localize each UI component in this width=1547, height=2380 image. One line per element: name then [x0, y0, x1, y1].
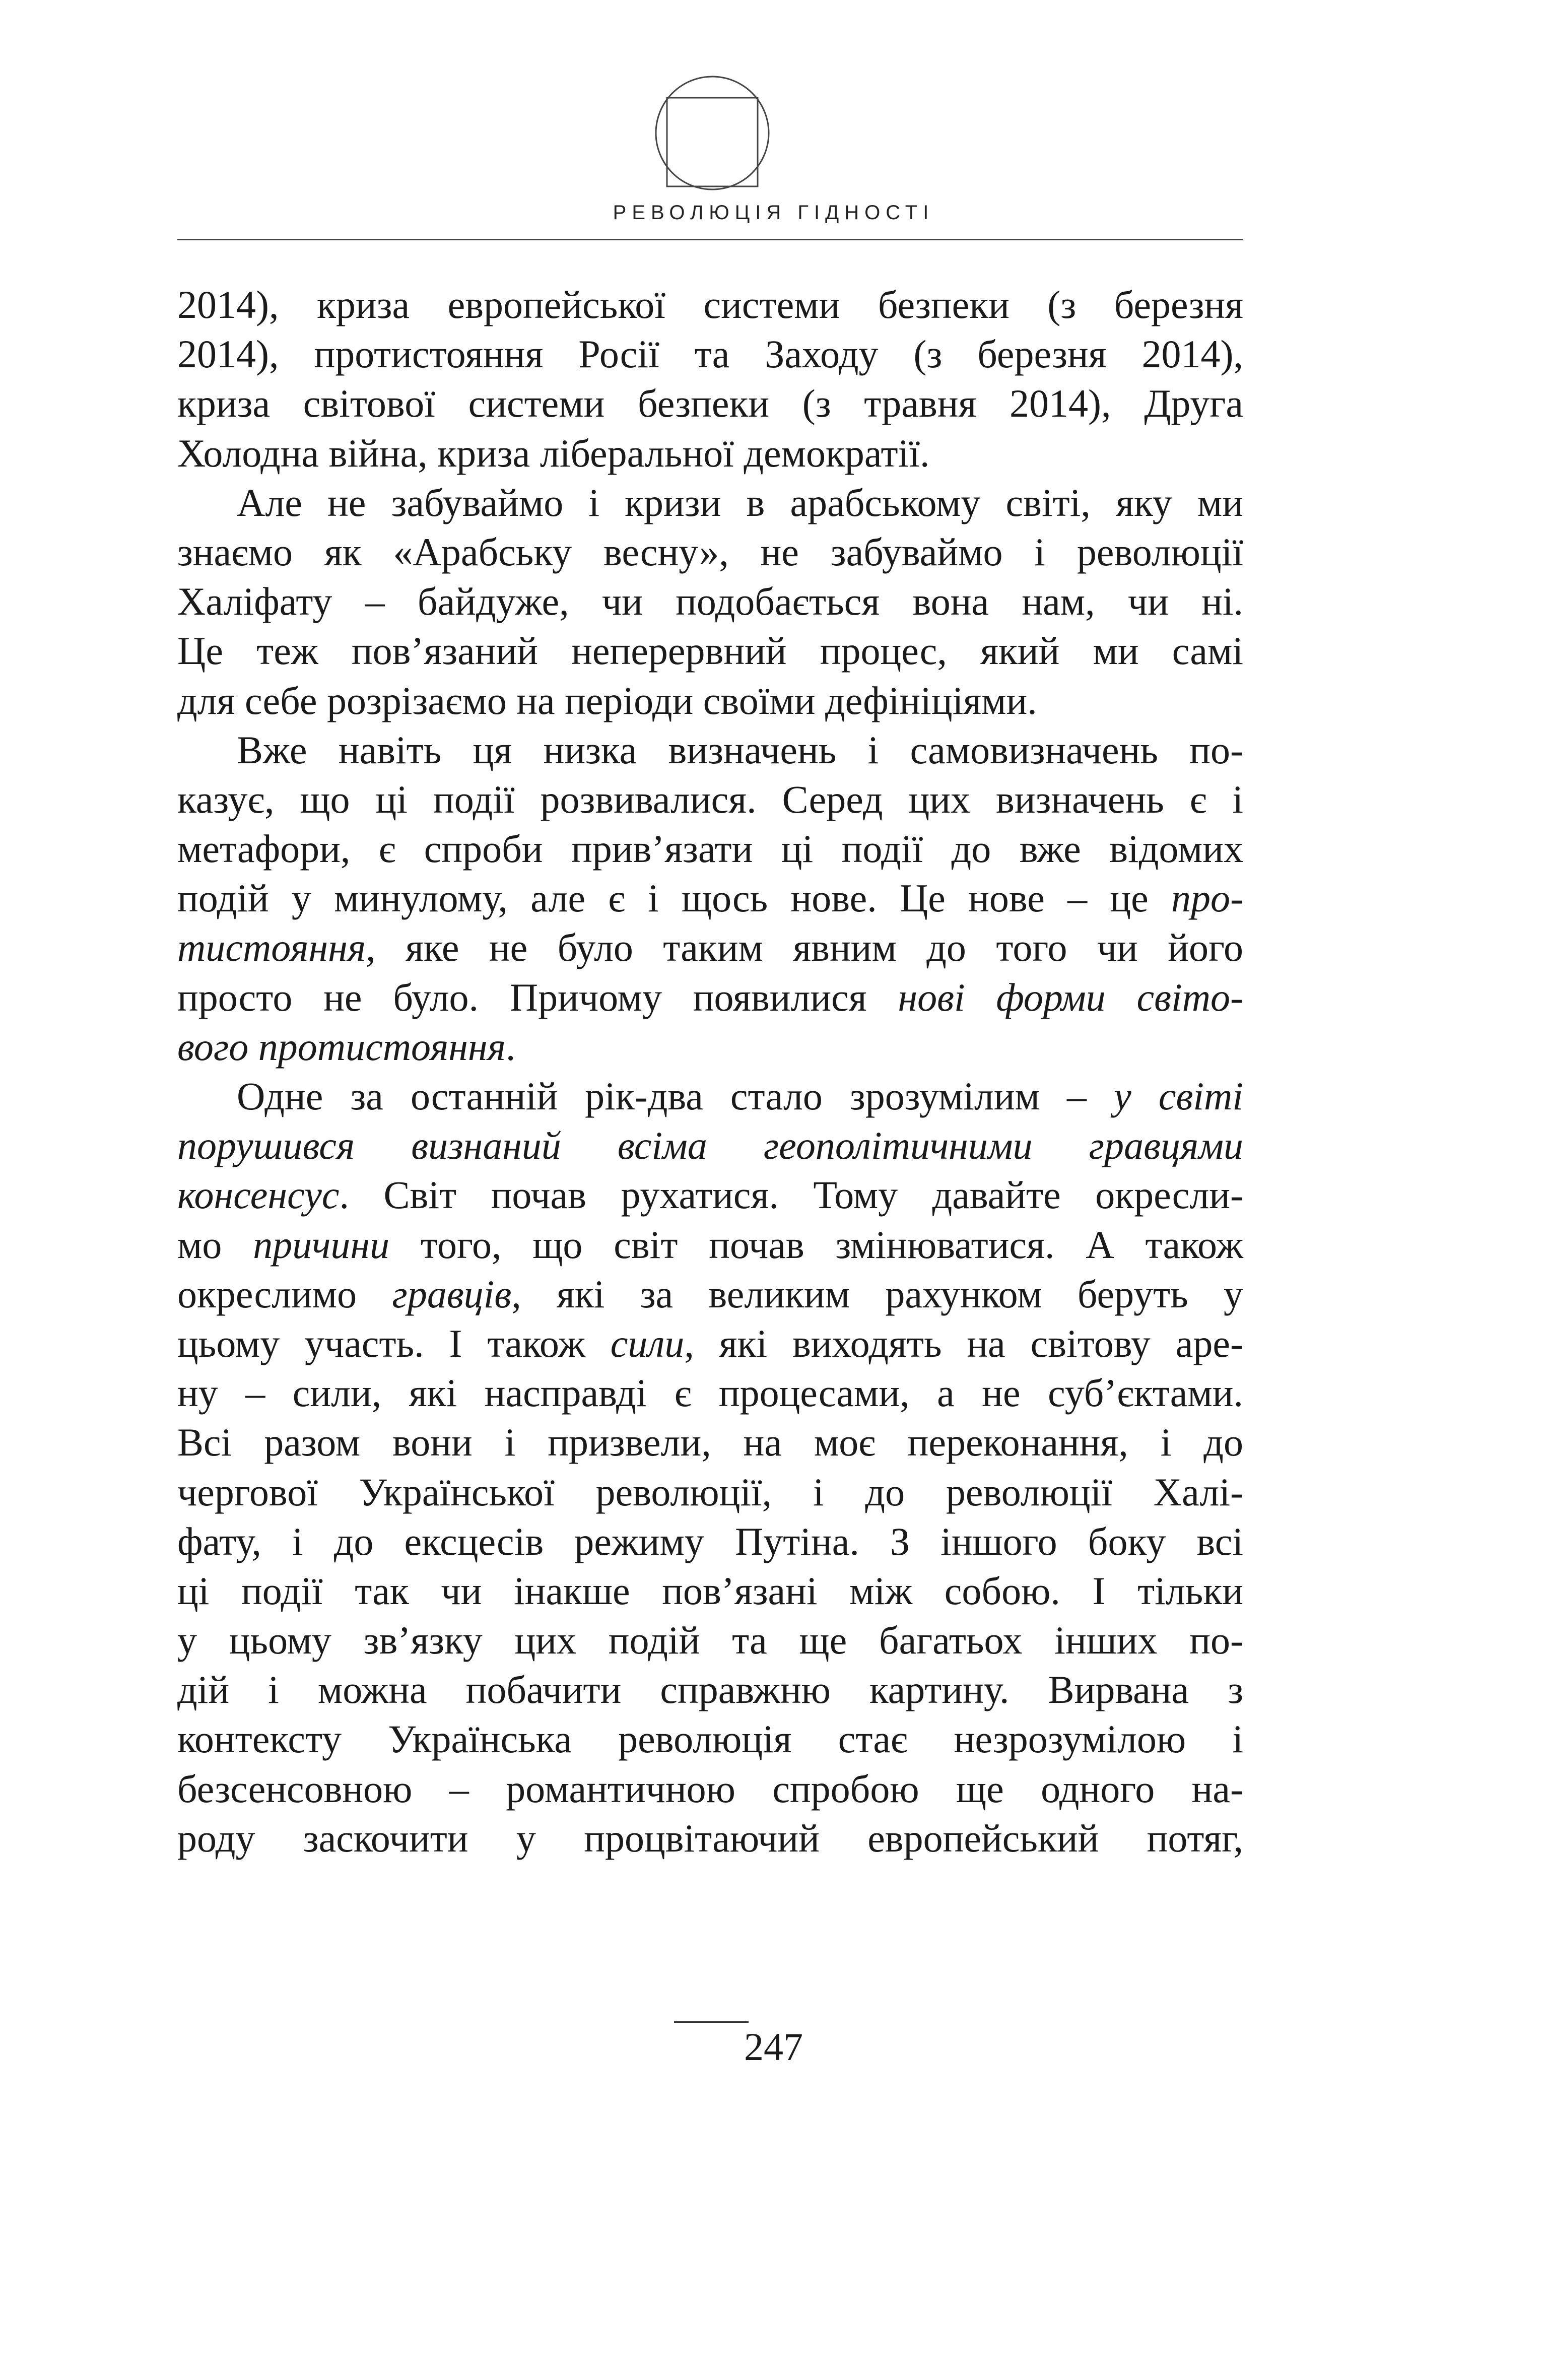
text-run: знаємо як «Арабську весну», не забуваймо і революції [177, 530, 1243, 574]
italic-run: порушився визнаний всіма геополітичними гравцями [177, 1123, 1243, 1168]
text-line [177, 1022, 1243, 1072]
italic-run: сили [610, 1321, 685, 1365]
text-line [177, 527, 1243, 577]
text-run: . [505, 1024, 516, 1069]
text-line [177, 1121, 1243, 1170]
italic-run: у світі [1114, 1074, 1243, 1118]
text-run: контексту Українська революція стає незрозумілою і [177, 1717, 1243, 1761]
text-line [177, 1368, 1243, 1418]
italic-run: нові форми світо- [898, 975, 1244, 1019]
text-line [177, 1418, 1243, 1467]
page-number-rule [674, 2021, 749, 2023]
text-run: роду заскочити у процвітаючий европейський потяг, [177, 1816, 1243, 1860]
text-run: 2014), криза европейської системи безпеки (з березня [177, 283, 1243, 326]
text-run: , які за великим рахунком беруть у [511, 1272, 1244, 1316]
text-run: просто не було. Причому появилися [177, 975, 898, 1019]
text-line [177, 1319, 1243, 1368]
text-run: . Світ почав рухатися. Тому давайте окресли- [339, 1173, 1243, 1217]
text-line [177, 1517, 1243, 1566]
text-line [177, 1220, 1243, 1270]
text-line [177, 626, 1243, 676]
emblem-circle [656, 77, 769, 189]
header-rule [177, 239, 1243, 240]
body-text [177, 280, 1243, 1863]
text-run: ну – сили, які насправді є процесами, а не суб’єктами. [177, 1371, 1243, 1415]
text-line [177, 1714, 1243, 1764]
text-line [177, 676, 1243, 725]
text-line [177, 478, 1243, 527]
text-run: Всі разом вони і призвели, на моє переконання, і до [177, 1420, 1243, 1465]
text-run: того, що світ почав змінюватися. А також [389, 1222, 1243, 1267]
text-line [177, 1764, 1243, 1814]
text-line [177, 923, 1243, 972]
text-run: безсенсовною – романтичною спробою ще одного на- [177, 1766, 1243, 1811]
text-run: Холодна війна, криза ліберальної демократії. [177, 431, 930, 475]
running-head-title: РЕВОЛЮЦІЯ ГІДНОСТІ [613, 202, 934, 224]
italic-run: про- [1171, 876, 1243, 920]
italic-run: тистояння [177, 925, 366, 970]
text-run: Вже навіть ця низка визначень і самовизначень по- [237, 728, 1243, 772]
text-run: 2014), протистояння Росії та Заходу (з березня 2014), [177, 332, 1243, 376]
text-line [177, 1468, 1243, 1517]
page-number: 247 [744, 2025, 803, 2069]
text-run: Одне за останній рік-два стало зрозумілим – [237, 1074, 1114, 1118]
text-line [177, 429, 1243, 478]
text-run: у цьому зв’язку цих подій та ще багатьох інших по- [177, 1618, 1243, 1663]
text-run: Це теж пов’язаний неперервний процес, який ми самі [177, 629, 1243, 673]
text-run: окреслимо [177, 1272, 392, 1316]
text-line [177, 379, 1243, 428]
text-line [177, 280, 1243, 329]
italic-run: вого протистояння [177, 1024, 506, 1069]
text-run: подій у минулому, але є і щось нове. Це нове – це [177, 876, 1172, 920]
text-line [177, 824, 1243, 874]
text-line [177, 577, 1243, 626]
text-line [177, 1072, 1243, 1121]
text-run: дій і можна побачити справжню картину. Вирвана з [177, 1668, 1243, 1712]
italic-run: консенсус [177, 1173, 340, 1217]
italic-run: гравців [392, 1272, 512, 1316]
text-run: Халіфату – байдуже, чи подобається вона нам, чи ні. [177, 579, 1243, 624]
text-run: цьому участь. І також [177, 1321, 611, 1365]
text-line [177, 329, 1243, 379]
text-run: , які виходять на світову аре- [684, 1321, 1243, 1365]
text-line [177, 725, 1243, 775]
text-run: криза світової системи безпеки (з травня 2014), Друга [177, 381, 1243, 426]
text-line [177, 1665, 1243, 1714]
text-line [177, 973, 1243, 1022]
text-run: мо [177, 1222, 253, 1267]
circle-in-square-emblem [653, 75, 772, 191]
text-run: казує, що ці події розвивалися. Серед цих визначень є і [177, 777, 1243, 821]
text-line [177, 1616, 1243, 1665]
text-run: метафори, є спроби прив’язати ці події до вже відомих [177, 827, 1243, 871]
text-line [177, 874, 1243, 923]
text-run: ці події так чи інакше пов’язані між собою. І тільки [177, 1568, 1243, 1613]
text-run: , яке не було таким явним до того чи його [366, 925, 1243, 970]
italic-run: причини [253, 1222, 390, 1267]
text-run: для себе розрізаємо на періоди своїми дефініціями. [177, 678, 1037, 722]
text-line [177, 1566, 1243, 1616]
text-line [177, 1270, 1243, 1319]
text-run: Але не забуваймо і кризи в арабському світі, яку ми [237, 480, 1243, 524]
text-line [177, 775, 1243, 824]
text-run: чергової Української революції, і до революції Халі- [177, 1470, 1243, 1514]
text-line [177, 1814, 1243, 1863]
text-run: фату, і до ексцесів режиму Путіна. З іншого боку всі [177, 1519, 1243, 1563]
text-line [177, 1170, 1243, 1220]
emblem-square [667, 98, 758, 186]
